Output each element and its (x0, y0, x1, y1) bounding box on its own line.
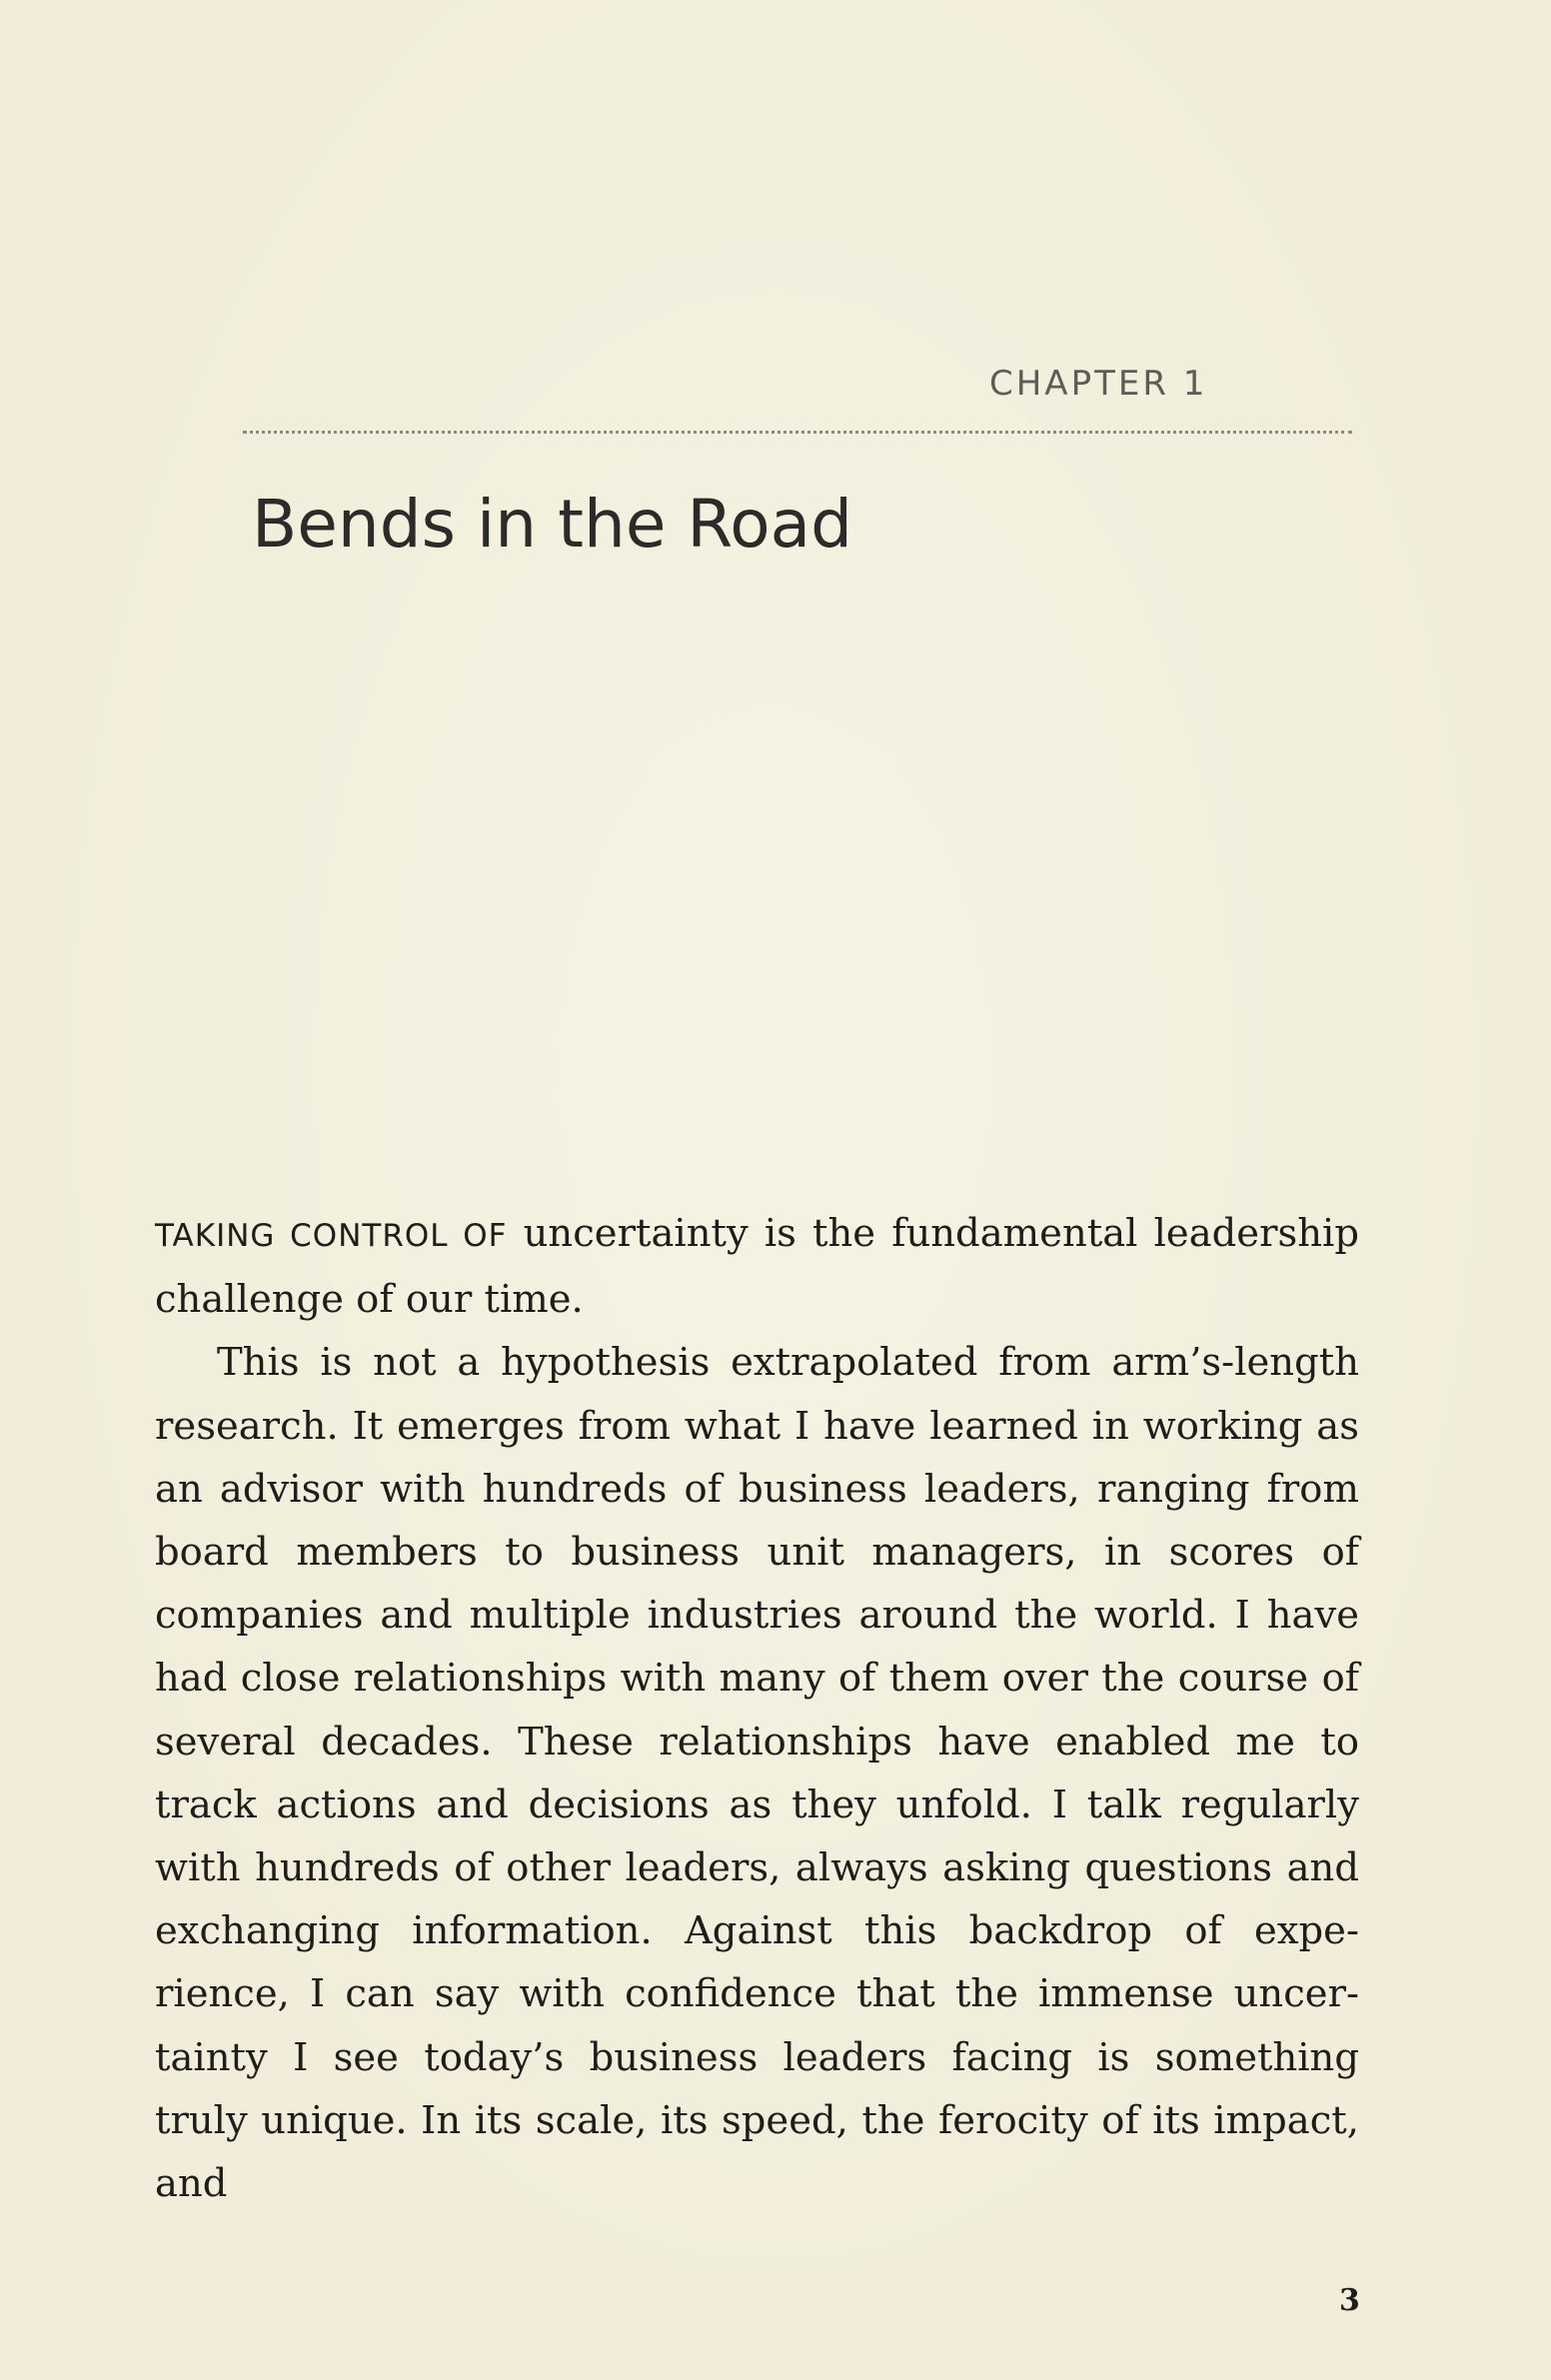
lead-in-small-caps: TAKING CONTROL OF (155, 1218, 508, 1254)
second-paragraph: This is not a hypothesis extrapolated from arm’s-length research. It emerges from what I have learned in working as an advisor with hundreds of business leaders, ranging from board members to business unit managers, in scores of companies and multiple industries around the world. I have had close relationships with many of them over the course of several decades. These relationships have enabled me to track actions and decisions as they unfold. I talk regularly with hundreds of other leaders, always asking questions and exchanging information. Against this backdrop of experience, I can say with confidence that the immense uncertainty I see today’s business leaders facing is something truly unique. In its scale, its speed, the ferocity of its impact, and (155, 1340, 1359, 2207)
chapter-label: CHAPTER 1 (989, 364, 1208, 404)
first-paragraph (155, 1202, 1359, 1331)
page-number: 3 (1339, 2283, 1360, 2318)
body-text (155, 1202, 1359, 2215)
first-paragraph-text: uncertainty is the fundamental leadership challenge of our time. (155, 1211, 1359, 1323)
chapter-divider (243, 431, 1352, 434)
chapter-title: Bends in the Road (252, 486, 853, 563)
